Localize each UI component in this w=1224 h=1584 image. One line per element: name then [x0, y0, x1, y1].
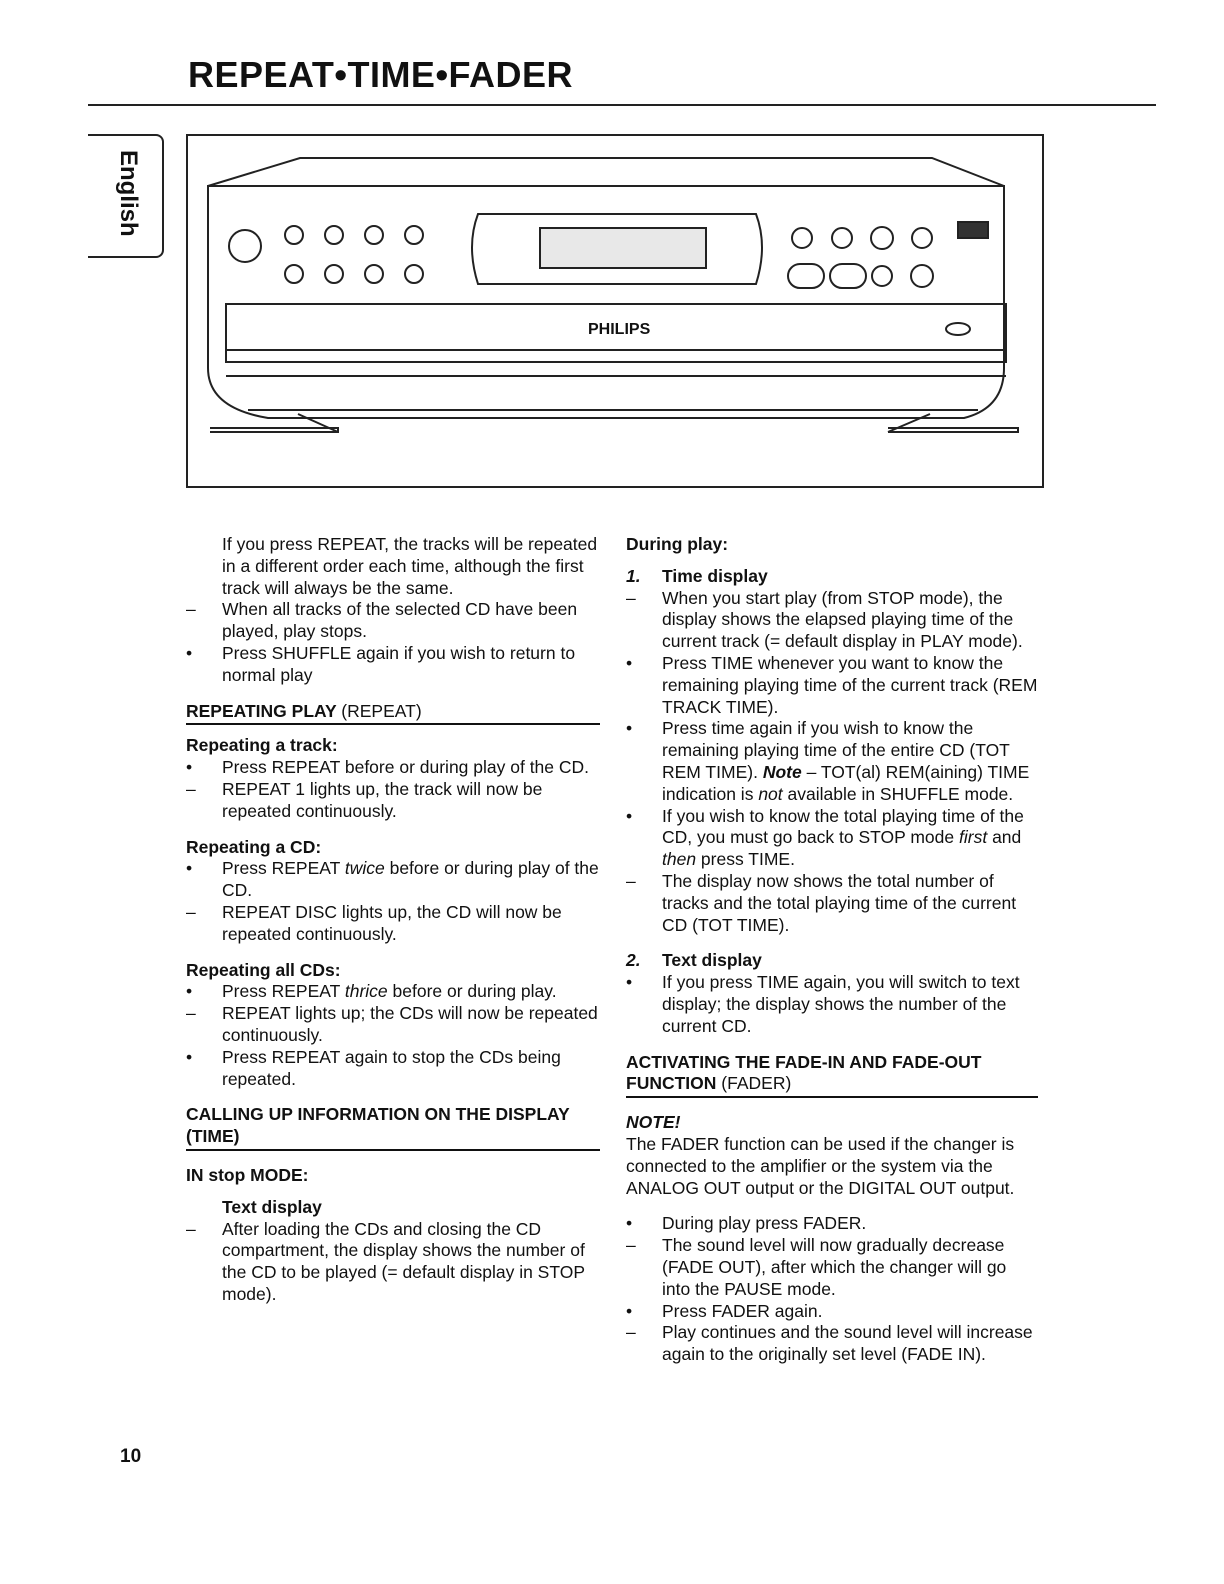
page-title: REPEAT•TIME•FADER — [188, 54, 574, 95]
list-item: • Press FADER again. — [626, 1300, 823, 1321]
list-item: • Press time again if you wish to know the remaining playing time of the entire CD (TOT REM TIME). Note – TOT(al) REM(aining) TIME indication is not available in SHUFFLE mode. — [626, 718, 1030, 804]
section-heading-info: CALLING UP INFORMATION ON THE DISPLAY (TIME) — [186, 1104, 600, 1151]
list-item: – When you start play (from STOP mode), the display shows the elapsed playing time of the current track (= default display in PLAY mode). — [626, 587, 1023, 652]
page-number: 10 — [120, 1446, 142, 1467]
list-item: – The sound level will now gradually decrease (FADE OUT), after which the changer will go into the PAUSE mode. — [626, 1235, 1007, 1299]
note-label: NOTE! — [626, 1112, 681, 1133]
list-item: – REPEAT DISC lights up, the CD will now be repeated continuously. — [186, 901, 562, 944]
subheading-text-display: Text display — [222, 1196, 322, 1217]
list-item: – After loading the CDs and closing the CD compartment, the display shows the number of the CD to be played (= default display in STOP mode). — [186, 1218, 585, 1304]
language-tab — [88, 134, 164, 258]
brand-logo: PHILIPS — [588, 321, 651, 338]
list-item: • If you wish to know the total playing time of the CD, you must go back to STOP mode first and then press TIME. — [626, 805, 1024, 870]
cd-changer-drawing — [188, 136, 1042, 486]
numbered-heading-time-display: 1. Time display — [626, 565, 768, 586]
intro-paragraph: If you press REPEAT, the tracks will be repeated in a different order each time, although the first track will always be the same. — [222, 534, 598, 598]
left-column — [186, 534, 600, 1306]
subheading-repeat-track: Repeating a track: — [186, 735, 338, 756]
language-tab-label: English — [115, 150, 142, 237]
title-rule — [88, 104, 1156, 106]
during-play-label: During play: — [626, 534, 729, 554]
list-item: • Press REPEAT before or during play of the CD. — [186, 757, 590, 778]
numbered-heading-text-display: 2. Text display — [626, 950, 762, 971]
cd-logo-icon — [958, 222, 988, 238]
stop-mode-label: IN stop MODE: — [186, 1164, 309, 1185]
list-item: • Press SHUFFLE again if you wish to return to normal play — [186, 642, 576, 685]
list-item: – REPEAT lights up; the CDs will now be repeated continuously. — [186, 1003, 598, 1045]
list-item: • Press REPEAT thrice before or during play. — [186, 981, 557, 1002]
disc-logo-icon — [946, 323, 970, 335]
list-item: – REPEAT 1 lights up, the track will now be repeated continuously. — [186, 778, 543, 821]
list-item: • Press TIME whenever you want to know the remaining playing time of the current track (REM TRACK TIME). — [626, 652, 1038, 717]
cd-changer-illustration — [186, 134, 1044, 488]
right-column — [626, 534, 1038, 1366]
display-screen — [540, 228, 706, 268]
list-item: – Play continues and the sound level will increase again to the originally set level (FADE IN). — [626, 1322, 1033, 1365]
list-item: • Press REPEAT again to stop the CDs being repeated. — [186, 1046, 561, 1089]
changer-lid — [208, 158, 1004, 186]
power-knob-icon — [229, 230, 261, 262]
section-heading-repeat: REPEATING PLAY (REPEAT) — [186, 701, 600, 726]
list-item: – When all tracks of the selected CD have been played, play stops. — [186, 599, 578, 642]
list-item: • Press REPEAT twice before or during play of the CD. — [186, 858, 599, 901]
list-item: – The display now shows the total number of tracks and the total playing time of the current CD (TOT TIME). — [626, 870, 1017, 935]
section-heading-fader: ACTIVATING THE FADE-IN AND FADE-OUT FUNCTION (FADER) — [626, 1052, 1038, 1099]
note-text: The FADER function can be used if the changer is connected to the amplifier or the system via the ANALOG OUT output or the DIGITAL OUT output. — [626, 1133, 1015, 1198]
list-item: • During play press FADER. — [626, 1213, 867, 1234]
changer-body — [208, 186, 1004, 418]
subheading-repeat-all: Repeating all CDs: — [186, 959, 341, 980]
subheading-repeat-cd: Repeating a CD: — [186, 836, 322, 857]
list-item: • If you press TIME again, you will switch to text display; the display shows the number of the current CD. — [626, 972, 1020, 1036]
